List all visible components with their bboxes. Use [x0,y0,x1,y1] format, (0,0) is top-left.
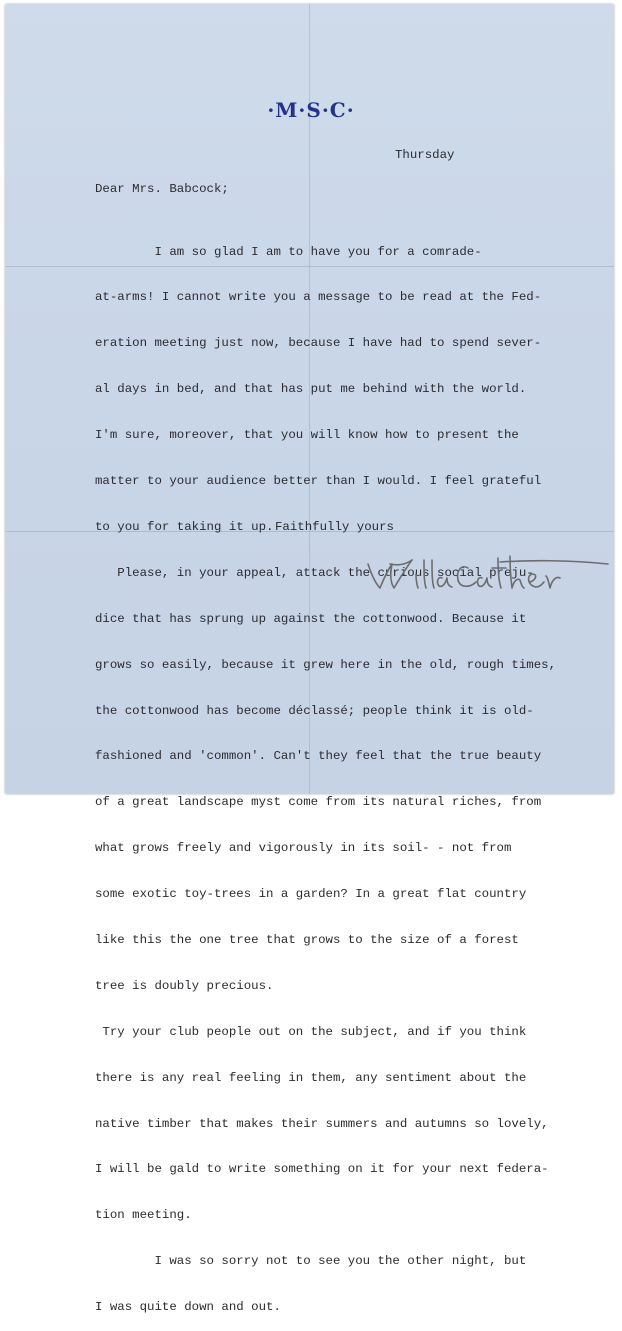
closing: Faithfully yours [275,520,394,534]
body-line: the cottonwood has become déclassé; people think it is old- [95,703,534,718]
body-line: I was quite down and out. [95,1300,281,1315]
body-line: at-arms! I cannot write you a message to be read at the Fed- [95,290,542,305]
body-line: tree is doubly precious. [95,978,274,993]
body-line: I am so glad I am to have you for a comrade- [95,244,482,259]
body-line: there is any real feeling in them, any sentiment about the [95,1070,527,1085]
body-line: Please, in your appeal, attack the curious social preju- [95,565,534,580]
body-line: fashioned and 'common'. Can't they feel that the true beauty [95,749,542,764]
body-line: dice that has sprung up against the cottonwood. Because it [95,611,527,626]
body-line: like this the one tree that grows to the size of a forest [95,932,519,947]
body-line: I was so sorry not to see you the other night, but [95,1254,527,1269]
body-line: I will be gald to write something on it for your next federa- [95,1162,549,1177]
letter-body [95,214,556,1331]
letterhead-monogram: ·M·S·C· [267,98,355,122]
body-line: al days in bed, and that has put me behind with the world. [95,382,527,397]
body-line: what grows freely and vigorously in its soil- - not from [95,841,512,856]
body-line: of a great landscape myst come from its natural riches, from [95,795,542,810]
body-line: I'm sure, moreover, that you will know how to present the [95,428,519,443]
body-line: to you for taking it up. [95,519,274,534]
body-line: Try your club people out on the subject, and if you think [95,1024,527,1039]
body-line: native timber that makes their summers and autumns so lovely, [95,1116,549,1131]
body-line: grows so easily, because it grew here in the old, rough times, [95,657,557,672]
body-line: tion meeting. [95,1208,192,1223]
body-line: some exotic toy-trees in a garden? In a great flat country [95,887,527,902]
letter-date: Thursday [395,148,455,162]
body-line: eration meeting just now, because I have had to spend sever- [95,336,542,351]
handwritten-signature [360,550,610,600]
salutation: Dear Mrs. Babcock; [95,182,229,196]
body-line: matter to your audience better than I would. I feel grateful [95,474,542,489]
